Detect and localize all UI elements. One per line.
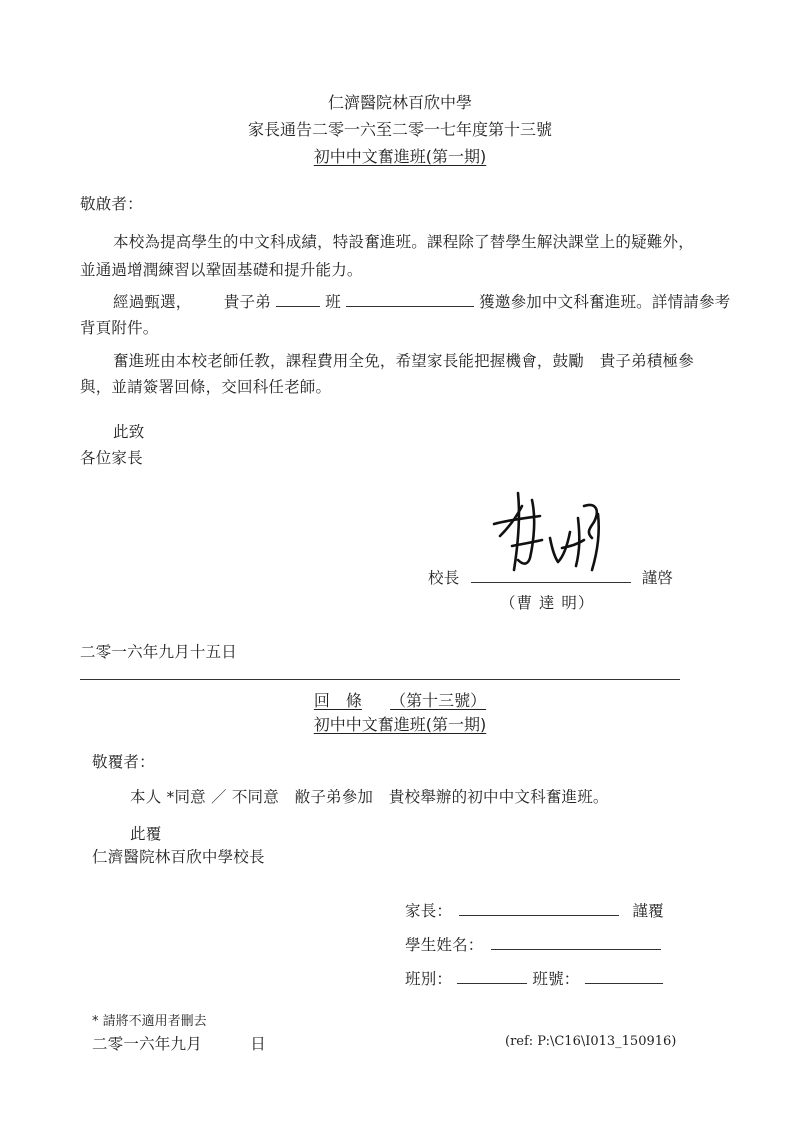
reply-statement: 本人 *同意 ／ 不同意 敝子弟參加 貴校舉辦的初中中文科奮進班。	[130, 788, 609, 806]
school-name: 仁濟醫院林百欣中學	[327, 93, 472, 112]
cut-line	[80, 679, 680, 680]
student-name-blank	[491, 935, 661, 950]
principal-name: （曹 達 明）	[500, 594, 595, 612]
para2-selected: 經過甄選，	[113, 293, 192, 311]
paragraph-1-line-1: 本校為提高學生的中文科成績，特設奮進班。課程除了替學生解決課堂上的疑難外，	[113, 233, 694, 251]
reply-date-day: 日	[250, 1035, 266, 1053]
principal-suffix: 謹啓	[641, 569, 674, 587]
notice-date: 二零一六年九月十五日	[80, 643, 238, 661]
notice-number: 家長通告二零一六至二零一七年度第十三號	[247, 120, 552, 139]
para2-class: 班	[325, 293, 341, 311]
name-blank	[346, 292, 474, 307]
principal-line	[428, 566, 673, 588]
reply-title-main: 回 條	[313, 691, 362, 710]
para2-invited: 獲邀參加中文科奮進班。詳情請參考	[479, 293, 731, 311]
reply-closing-1: 此覆	[130, 825, 162, 843]
student-name-label: 學生姓名：	[405, 936, 484, 954]
paragraph-3-line-2: 與，並請簽署回條，交回科任老師。	[80, 378, 332, 396]
reply-subject: 初中中文奮進班(第一期)	[313, 715, 487, 734]
paragraph-2-line-2: 背頁附件。	[80, 319, 159, 337]
paragraph-3-line-1: 奮進班由本校老師任教，課程費用全免，希望家長能把握機會，鼓勵 貴子弟積極參	[113, 352, 694, 370]
parent-suffix: 謹覆	[632, 902, 664, 920]
footnote: * 請將不適用者刪去	[92, 1014, 207, 1029]
class-blank	[276, 292, 320, 307]
reply-date-month: 二零一六年九月	[92, 1035, 202, 1053]
paragraph-1-line-2: 並通過增潤練習以鞏固基礎和提升能力。	[80, 261, 363, 279]
paragraph-2-line-1	[113, 290, 730, 312]
parent-field	[405, 899, 664, 921]
reference-code: (ref: P:\C16\I013_150916)	[505, 1034, 677, 1049]
reply-title	[0, 688, 800, 711]
signature-blank	[471, 568, 631, 583]
salutation: 敬啟者：	[80, 195, 143, 213]
principal-label: 校長	[428, 569, 460, 587]
reply-salutation: 敬覆者：	[92, 753, 155, 771]
class-label: 班別：	[405, 970, 453, 988]
class-number-label: 班號：	[532, 970, 580, 988]
parent-blank	[459, 901, 619, 916]
reply-title-number: （第十三號）	[390, 691, 487, 710]
closing-line-1: 此致	[113, 423, 145, 441]
class-number-blank	[585, 969, 663, 984]
para2-your-child: 貴子弟	[223, 293, 271, 311]
parent-label: 家長：	[405, 902, 453, 920]
reply-closing-2: 仁濟醫院林百欣中學校長	[92, 848, 265, 866]
class-field	[405, 967, 663, 989]
reply-date	[92, 1032, 266, 1054]
closing-line-2: 各位家長	[80, 449, 143, 467]
student-name-field	[405, 933, 661, 955]
class-blank-reply	[457, 969, 527, 984]
notice-subject: 初中中文奮進班(第一期)	[313, 147, 487, 166]
